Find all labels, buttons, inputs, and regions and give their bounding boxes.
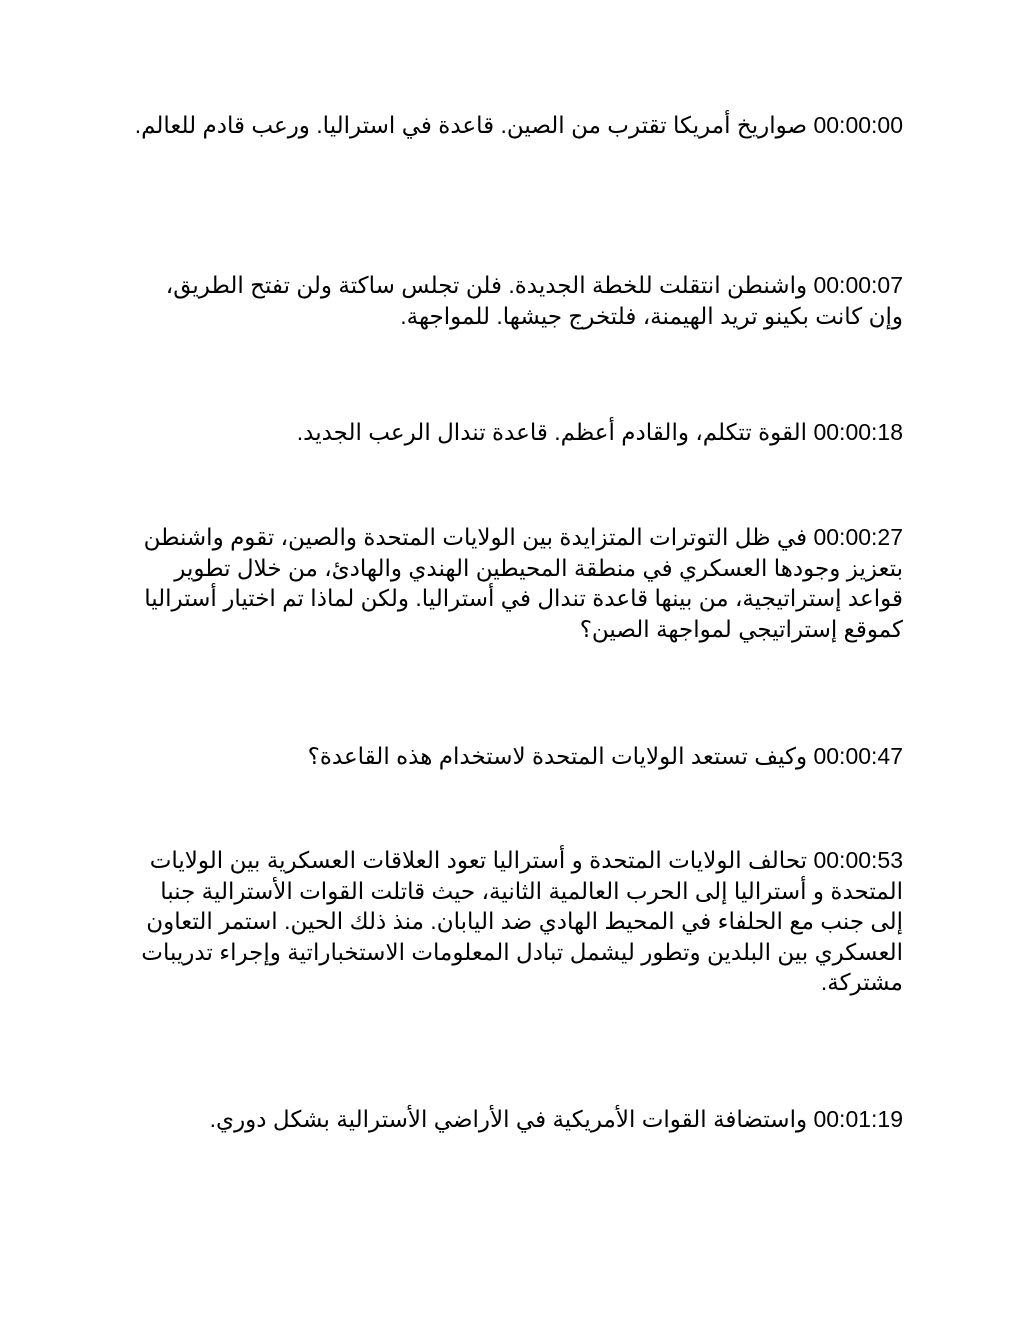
- entry-timestamp: 00:00:00: [813, 112, 903, 138]
- entry-text: واشنطن انتقلت للخطة الجديدة. فلن تجلس ساكتة ولن تفتح الطريق، وإن كانت بكينو تريد الهيمنة، فلتخرج جيشها. للمواجهة.: [165, 272, 903, 329]
- transcript-entry: [128, 845, 903, 998]
- transcript-entry: [128, 417, 903, 448]
- transcript-entry: [128, 741, 903, 772]
- entry-timestamp: 00:00:47: [813, 743, 903, 769]
- entry-timestamp: 00:00:53: [813, 847, 903, 873]
- entry-text: في ظل التوترات المتزايدة بين الولايات المتحدة والصين، تقوم واشنطن بتعزيز وجودها العسكري في منطقة المحيطين الهندي والهادئ، من خلال تطوير قواعد إستراتيجية، من بينها قاعدة تندال في أستراليا. ولكن لماذا تم اختيار أستراليا كموقع إستراتيجي لمواجهة الصين؟: [143, 524, 903, 642]
- entry-timestamp: 00:00:07: [813, 272, 903, 298]
- entry-timestamp: 00:00:27: [813, 524, 903, 550]
- entry-text: وكيف تستعد الولايات المتحدة لاستخدام هذه القاعدة؟: [307, 743, 808, 769]
- entry-text: القوة تتكلم، والقادم أعظم. قاعدة تندال الرعب الجديد.: [296, 419, 808, 445]
- transcript-entry: [128, 110, 903, 141]
- transcript-entry: [128, 270, 903, 331]
- entry-text: صواريخ أمريكا تقترب من الصين. قاعدة في استراليا. ورعب قادم للعالم.: [134, 112, 808, 138]
- transcript-entry: [128, 1104, 903, 1135]
- entry-timestamp: 00:01:19: [813, 1106, 903, 1132]
- transcript-entry: [128, 522, 903, 644]
- entry-timestamp: 00:00:18: [813, 419, 903, 445]
- entry-text: واستضافة القوات الأمريكية في الأراضي الأسترالية بشكل دوري.: [209, 1106, 808, 1132]
- entry-text: تحالف الولايات المتحدة و أستراليا تعود العلاقات العسكرية بين الولايات المتحدة و أستراليا إلى الحرب العالمية الثانية، حيث قاتلت القوات الأسترالية جنبا إلى جنب مع الحلفاء في المحيط الهادي ضد اليابان. منذ ذلك الحين. استمر التعاون العسكري بين البلدين وتطور ليشمل تبادل المعلومات الاستخباراتية وإجراء تدريبات مشتركة.: [141, 847, 903, 995]
